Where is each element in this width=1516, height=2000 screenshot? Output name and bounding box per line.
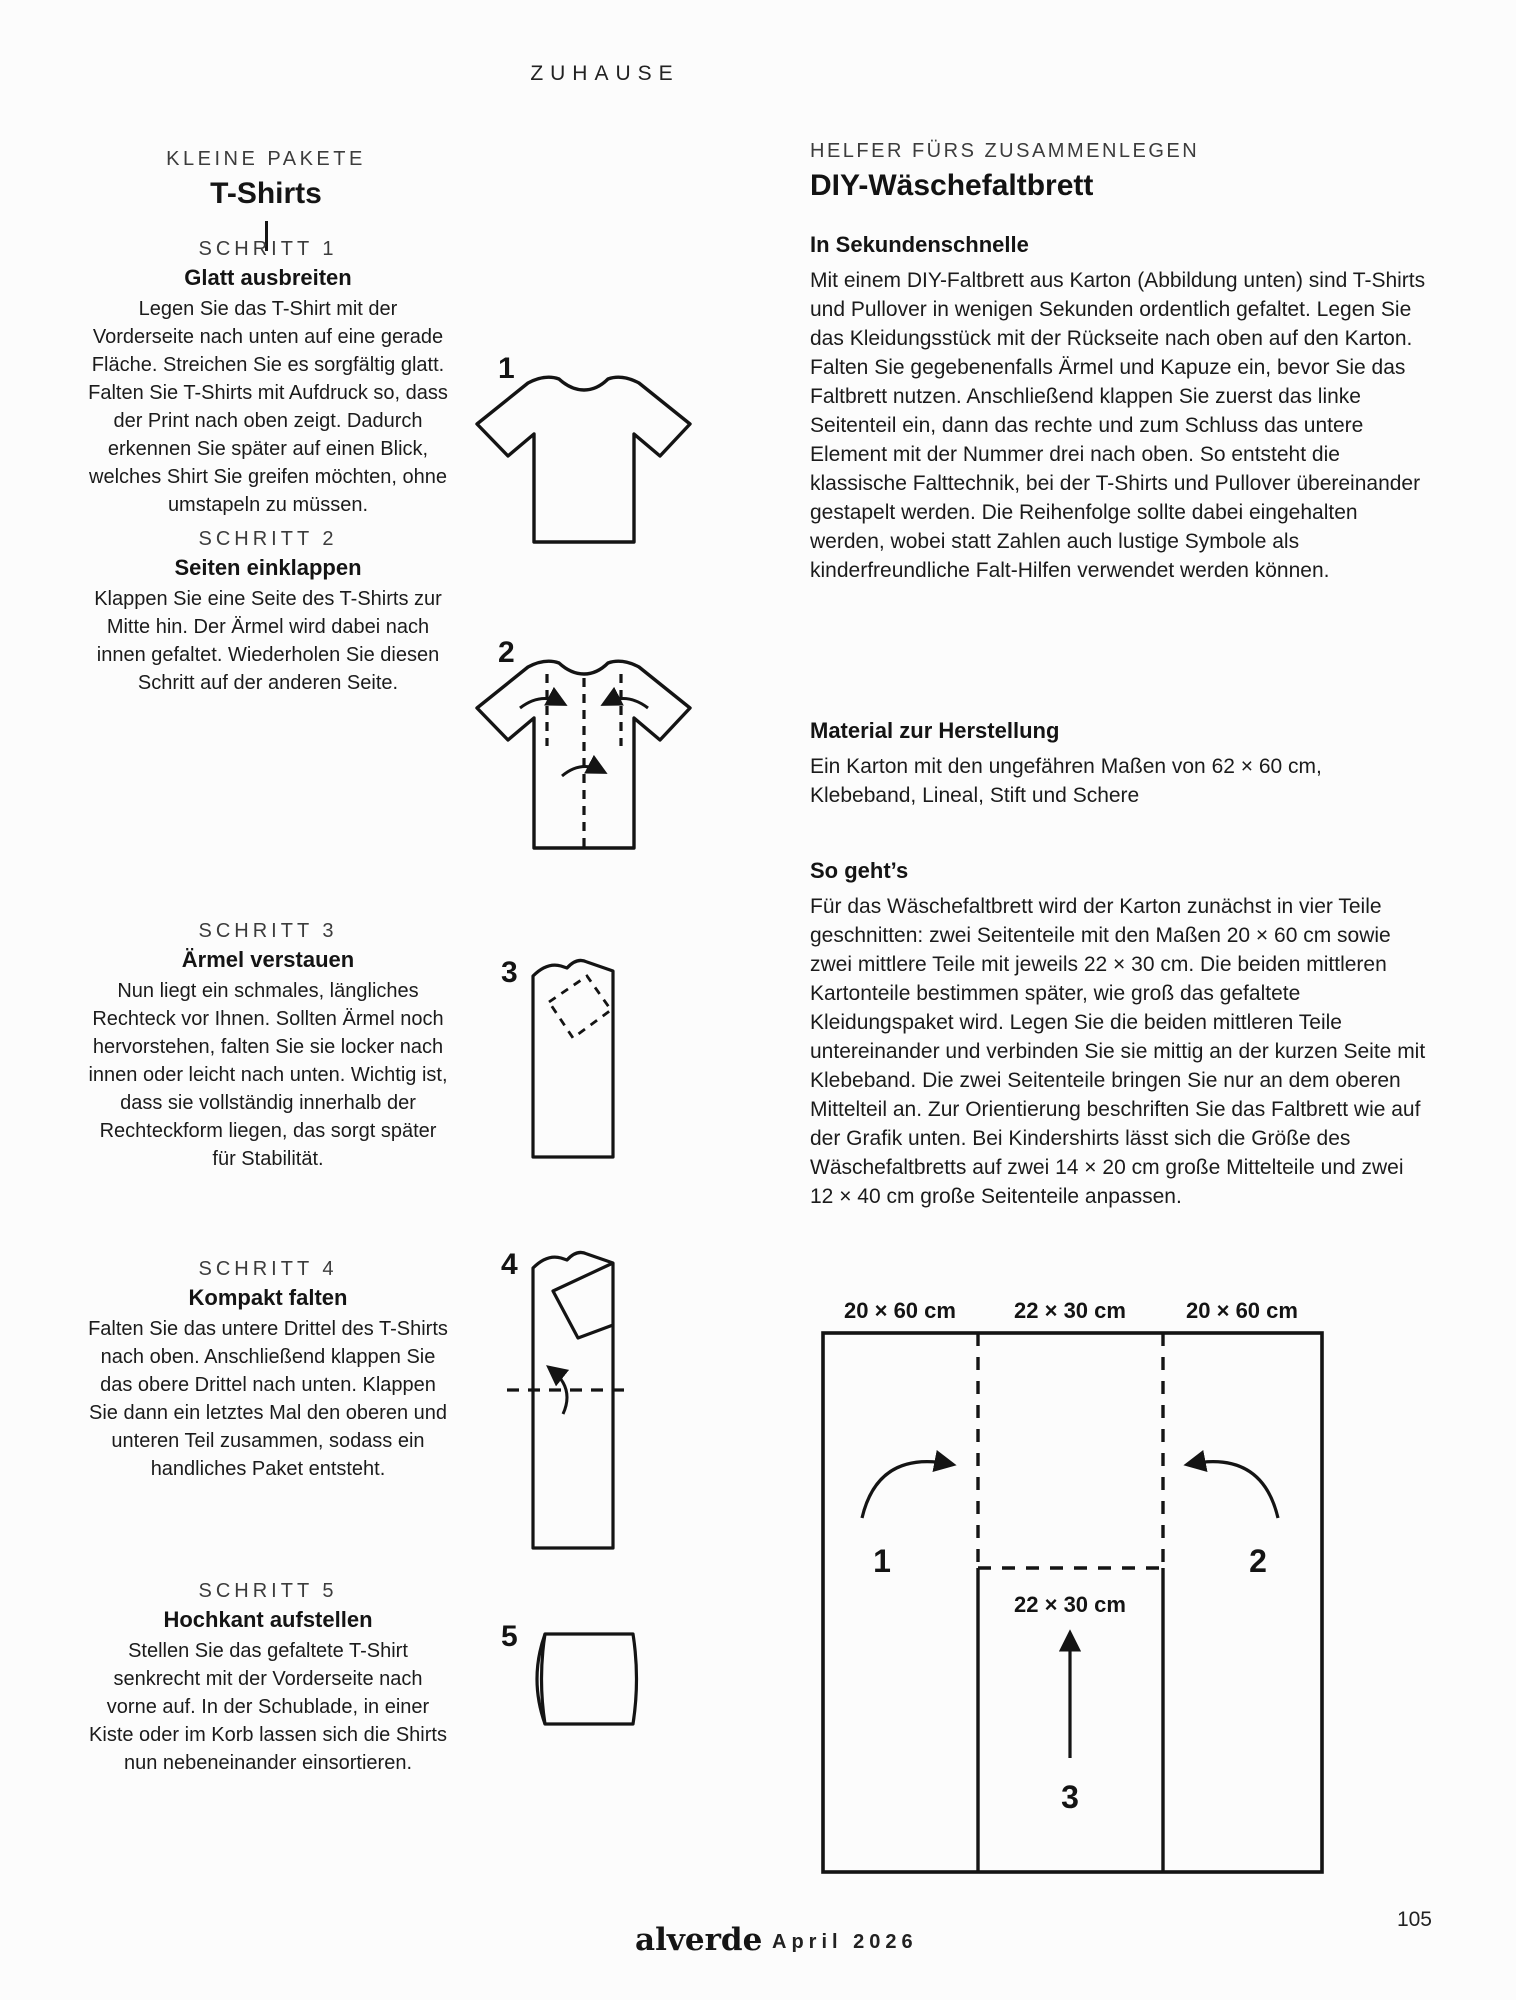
tshirt-figure-step5 xyxy=(495,1616,665,1721)
fold-arrow-1-icon xyxy=(862,1462,950,1518)
left-article-kicker: KLEINE PAKETE xyxy=(166,148,366,170)
section-1-body: Mit einem DIY-Faltbrett aus Karton (Abbildung unten) sind T-Shirts und Pullover in wenigen Sekunden ordentlich gefaltet. Legen Sie das Kleidungsstück mit der Rückseite nach oben auf den Karton. Falten Sie gegebenenfalls Ärmel und Kapuze ein, bevor Sie das Faltbrett nutzen. Anschließend klappen Sie zuerst das linke Seitenteil ein, dann das rechte und zum Schluss das untere Element mit der Nummer drei nach oben. So entsteht die klassische Falttechnik, bei der T-Shirts und Pullover übereinander gestapelt werden. Die Reihenfolge sollte dabei eingehalten werden, wobei statt Zahlen auch lustige Symbole als kinderfreundliche Falt-Hilfen verwendet werden können. xyxy=(810,269,1426,582)
left-article-header xyxy=(88,148,444,251)
section-3-heading: So geht’s xyxy=(810,858,909,883)
step-3-body: Nun liegt ein schmales, längliches Rechteck vor Ihnen. Sollten Ärmel noch hervorstehen, falten Sie sie locker nach innen oder leicht nach unten. Wichtig ist, dass sie vollständig innerhalb der Rechteckform liegen, das sorgt später für Stabilität. xyxy=(88,980,448,1170)
step-4-heading: Kompakt falten xyxy=(188,1285,348,1310)
section-1-heading: In Sekundenschnelle xyxy=(810,232,1029,257)
step-2 xyxy=(88,528,448,697)
magazine-logo: alverde xyxy=(635,1922,763,1958)
fold-number-3: 3 xyxy=(1061,1779,1079,1815)
tshirt-thirds-fold-icon xyxy=(503,1242,631,1554)
tshirt-figure-step2 xyxy=(468,636,713,851)
figure-number-5: 5 xyxy=(501,1620,518,1653)
step-5-heading: Hochkant aufstellen xyxy=(163,1607,373,1632)
right-article-title: DIY-Wäschefaltbrett xyxy=(810,169,1094,202)
step-2-label: SCHRITT 2 xyxy=(198,528,338,550)
figure-number-2: 2 xyxy=(498,636,515,669)
step-1 xyxy=(88,238,448,519)
left-article-title: T-Shirts xyxy=(210,177,322,210)
step-4-body: Falten Sie das untere Drittel des T-Shirts nach oben. Anschließend klappen Sie das obere Drittel nach unten. Klappen Sie dann ein letztes Mal den oberen und unteren Teil zusammen, sodass ein handliches Paket entsteht. xyxy=(88,1318,448,1480)
section-so-gehts xyxy=(810,858,1428,1211)
right-article-kicker: HELFER FÜRS ZUSAMMENLEGEN xyxy=(810,140,1200,162)
page-number: 105 xyxy=(1396,1908,1432,1931)
folded-sleeve-outline xyxy=(553,1263,613,1338)
dimension-label-middle: 22 × 30 cm xyxy=(1014,1298,1126,1323)
right-article-header xyxy=(810,140,1430,203)
step-1-heading: Glatt ausbreiten xyxy=(184,265,352,290)
step-5-body: Stellen Sie das gefaltete T-Shirt senkrecht mit der Vorderseite nach vorne auf. In der Schublade, in einer Kiste oder im Korb lassen sich die Shirts nun nebeneinander einsortieren. xyxy=(89,1640,447,1774)
tshirt-rectangle-icon xyxy=(525,954,621,1162)
step-5 xyxy=(88,1580,448,1777)
fold-number-1: 1 xyxy=(873,1543,891,1579)
section-2-heading: Material zur Herstellung xyxy=(810,718,1060,743)
dimension-label-left: 20 × 60 cm xyxy=(844,1298,956,1323)
tshirt-figure-step3 xyxy=(495,948,635,1163)
hidden-sleeve-outline xyxy=(549,976,611,1038)
step-4-label: SCHRITT 4 xyxy=(198,1258,338,1280)
page-section-title: ZUHAUSE xyxy=(530,62,680,85)
step-3-heading: Ärmel verstauen xyxy=(181,947,355,972)
section-2-body: Ein Karton mit den ungefähren Maßen von 62 × 60 cm, Klebeband, Lineal, Stift und Schere xyxy=(810,755,1322,807)
page-footer xyxy=(0,1908,1516,1972)
issue-date: April 2026 xyxy=(772,1931,918,1953)
folding-board-schematic xyxy=(800,1280,1340,1892)
step-3-label: SCHRITT 3 xyxy=(198,920,338,942)
figure-number-1: 1 xyxy=(498,352,515,385)
section-3-body: Für das Wäschefaltbrett wird der Karton zunächst in vier Teile geschnitten: zwei Seitenteile mit den Maßen 20 × 60 cm sowie zwei mittlere Teile mit jeweils 22 × 30 cm. Die beiden mittleren Kartonteile bestimmen später, wie groß das gefaltete Kleidungspaket wird. Legen Sie die beiden mittleren Teile untereinander und verbinden Sie sie mittig an der kurzen Seite mit Klebeband. Die zwei Seitenteile bringen Sie nur an dem oberen Mittelteil an. Zur Orientierung beschriften Sie das Faltbrett wie auf der Grafik unten. Bei Kindershirts lässt sich die Größe des Wäschefaltbretts auf zwei 14 × 20 cm große Mittelteile und zwei 12 × 40 cm große Seitenteile anpassen. xyxy=(810,895,1426,1208)
step-3 xyxy=(88,920,448,1173)
section-material xyxy=(810,718,1428,810)
fold-arrow-left-icon xyxy=(520,699,562,708)
figure-number-4: 4 xyxy=(501,1248,518,1281)
tshirt-figure-step4 xyxy=(495,1240,645,1555)
fold-arrow-right-icon xyxy=(606,699,648,708)
figure-number-3: 3 xyxy=(501,956,518,989)
fold-arrow-2-icon xyxy=(1190,1462,1278,1518)
dimension-label-right: 20 × 60 cm xyxy=(1186,1298,1298,1323)
fold-arrow-center-icon xyxy=(562,767,602,776)
step-2-body: Klappen Sie eine Seite des T-Shirts zur Mitte hin. Der Ärmel wird dabei nach innen gefaltet. Wiederholen Sie diesen Schritt auf der anderen Seite. xyxy=(94,588,442,694)
fold-number-2: 2 xyxy=(1249,1543,1267,1579)
section-in-sekundenschnelle xyxy=(810,232,1428,585)
dimension-label-middle-lower: 22 × 30 cm xyxy=(1014,1592,1126,1617)
folded-package-icon xyxy=(515,1628,655,1730)
tshirt-figure-step1 xyxy=(468,352,713,547)
step-5-label: SCHRITT 5 xyxy=(198,1580,338,1602)
tshirt-foldlines-icon xyxy=(468,650,700,855)
tshirt-flat-icon xyxy=(468,366,700,548)
step-4 xyxy=(88,1258,448,1483)
step-2-heading: Seiten einklappen xyxy=(174,555,362,580)
step-1-label: SCHRITT 1 xyxy=(198,238,338,260)
folding-board-diagram xyxy=(800,1280,1340,1892)
step-1-body: Legen Sie das T-Shirt mit der Vorderseite nach unten auf eine gerade Fläche. Streichen Sie es sorgfältig glatt. Falten Sie T-Shirts mit Aufdruck so, dass der Print nach oben zeigt. Dadurch erkennen Sie später auf einen Blick, welches Shirt Sie greifen möchten, ohne umstapeln zu müssen. xyxy=(88,298,448,516)
